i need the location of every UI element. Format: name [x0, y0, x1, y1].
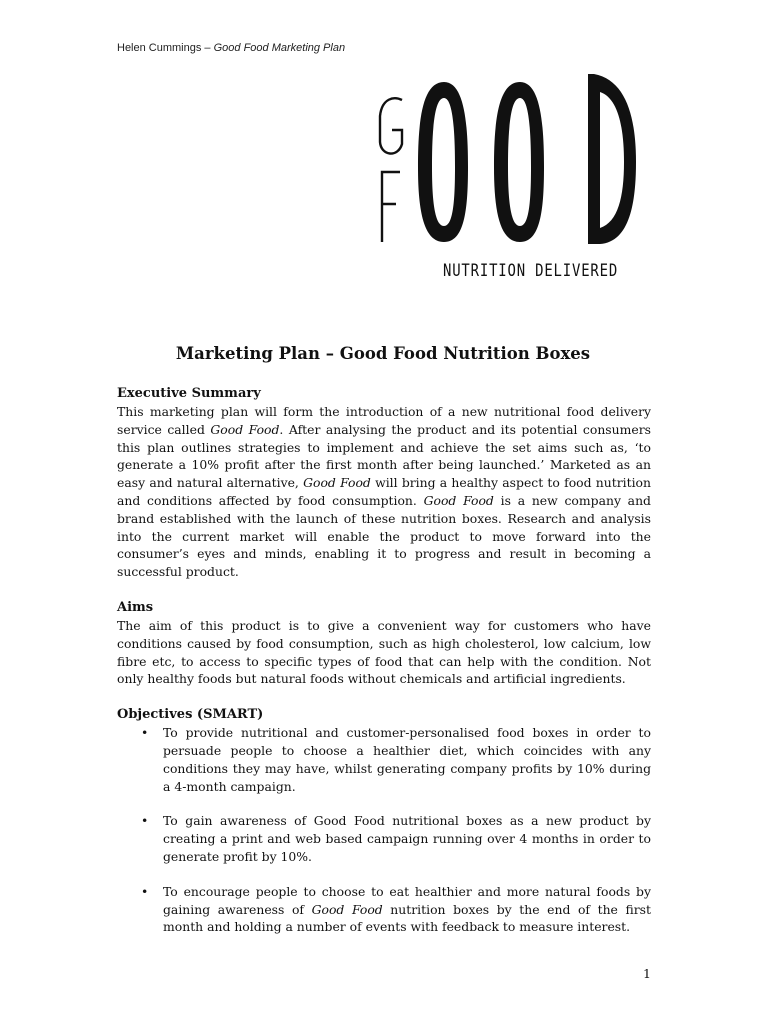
logo-letter-f — [382, 172, 400, 242]
logo-tagline: NUTRITION DELIVERED — [443, 261, 619, 281]
list-item — [117, 724, 651, 795]
objectives-heading: Objectives (SMART) — [117, 707, 264, 723]
executive-summary-paragraph — [117, 403, 651, 581]
text-run: . After analysing the product and its potential consumers this plan outlines strategies to implement and achieve the set aims such as, ‘to generate a 10% profit after the first month after being launched.’ Marketed as an easy and natural alternative, — [117, 421, 651, 491]
bullet-icon: • — [141, 883, 149, 899]
header-separator: – — [201, 42, 214, 54]
text-run: This marketing plan will form the introduction of a new nutritional food delivery service called — [117, 404, 651, 437]
running-header — [117, 42, 345, 54]
text-run: is a new company and brand established with the launch of these nutrition boxes. Research and analysis into the current market will enable the product to move forward into the consumer’s eyes and minds, enabling it to progress and result in becoming a successful product. — [117, 492, 651, 580]
text-run: To encourage people to choose to eat healthier and more natural foods by gaining awareness of — [163, 883, 651, 917]
objectives-section — [117, 706, 651, 936]
document-title: Marketing Plan – Good Food Nutrition Boxes — [175, 344, 591, 363]
list-item-text: To gain awareness of Good Food nutritional boxes as a new product by creating a print and web based campaign running over 4 months in order to generate profit by 10%. — [163, 813, 651, 864]
brand-emphasis: Good Food — [210, 421, 280, 437]
header-author: Helen Cummings — [117, 42, 202, 54]
list-item — [117, 812, 651, 865]
list-item-text: To provide nutritional and customer-personalised food boxes in order to persuade people to choose a healthier diet, which coincides with any conditions they may have, whilst generating company profits by 10% during a 4-month campaign. — [163, 725, 651, 794]
brand-emphasis: Good Food — [303, 475, 371, 491]
executive-summary-section — [117, 385, 651, 581]
page-number: 1 — [643, 966, 651, 981]
aims-paragraph: The aim of this product is to give a convenient way for customers who have conditions caused by food consumption, such as high cholesterol, low calcium, low fibre etc, to access to specific types of food that can help with the condition. Not only healthy foods but natural foods without chemicals and artificial ingredients. — [117, 617, 651, 687]
bullet-icon: • — [141, 725, 149, 741]
list-item-text — [163, 884, 651, 935]
header-doc-name: Good Food Marketing Plan — [213, 42, 346, 54]
document-body — [117, 385, 651, 954]
aims-heading: Aims — [117, 599, 154, 615]
text-run: will bring a healthy aspect to food nutrition and conditions affected by food consumption. — [117, 475, 651, 508]
logo-letter-d — [588, 74, 636, 244]
logo-lettering — [368, 72, 648, 262]
brand-emphasis: Good Food — [311, 901, 383, 917]
executive-summary-heading: Executive Summary — [117, 386, 261, 401]
logo-letter-o2 — [494, 82, 544, 242]
logo-letter-o1 — [418, 82, 468, 242]
brand-emphasis: Good Food — [423, 492, 494, 508]
logo-letter-g — [380, 98, 402, 153]
text-run: nutrition boxes by the end of the first month and holding a number of events with feedback to measure interest. — [163, 901, 651, 935]
objectives-list — [117, 724, 651, 936]
bullet-icon: • — [141, 813, 149, 829]
aims-section — [117, 599, 651, 688]
list-item — [117, 883, 651, 936]
